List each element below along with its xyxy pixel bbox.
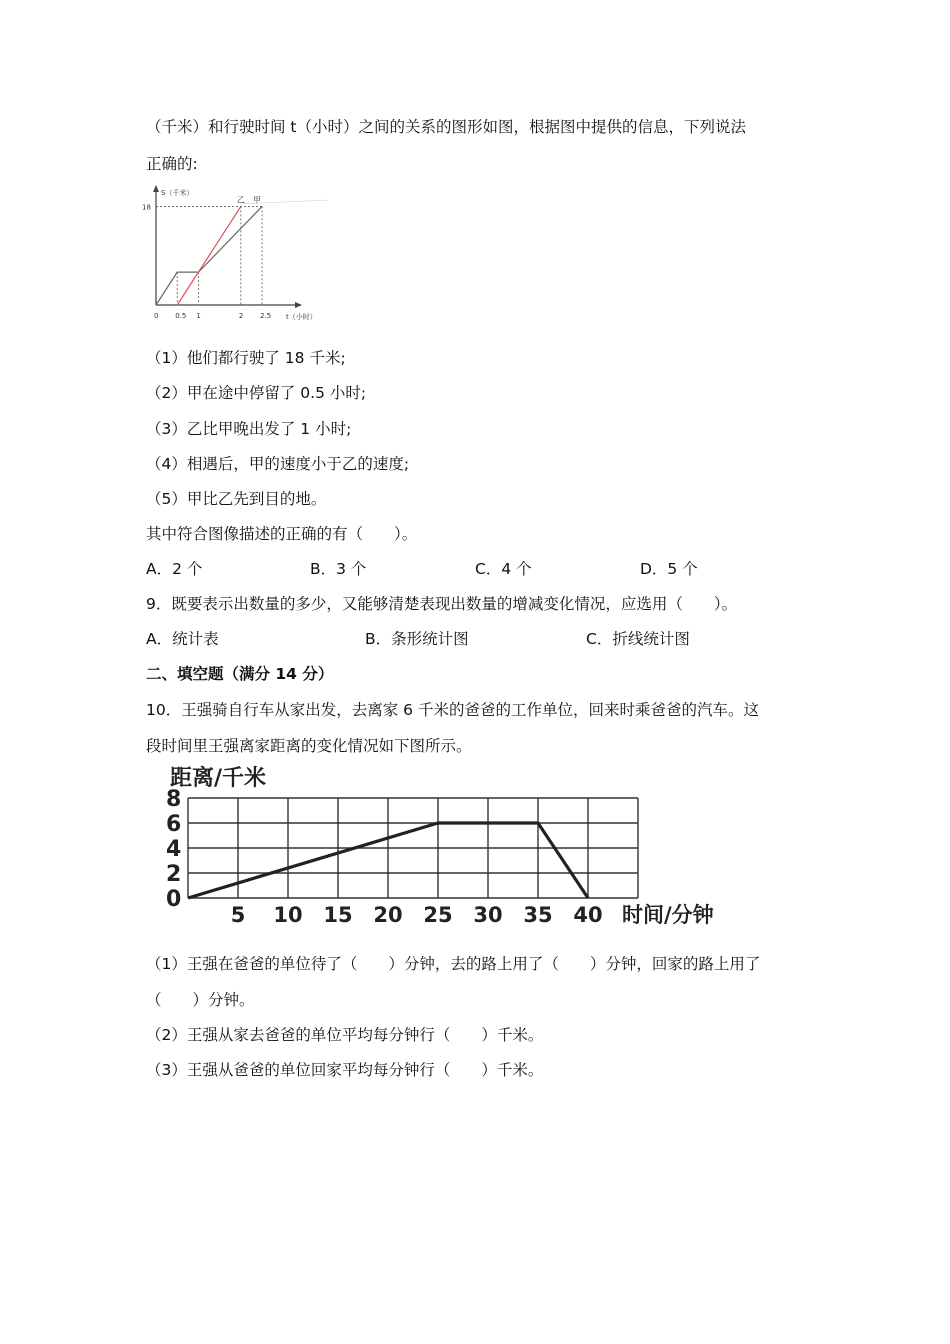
q8-x-label: t（小时） — [286, 313, 317, 321]
q10-x-tick: 5 — [230, 903, 246, 927]
q10-y-tick: 2 — [166, 862, 182, 887]
q8-option-a[interactable]: A．2 个 — [146, 560, 203, 578]
q8-x-tick: 2.5 — [260, 312, 272, 320]
q9-question: 9．既要表示出数量的多少，又能够清楚表现出数量的增减变化情况，应选用（ ）。 — [146, 595, 738, 613]
q8-statement-1: （1）他们都行驶了 18 千米; — [146, 349, 346, 367]
section-2-title: 二、填空题（满分 14 分） — [146, 665, 334, 683]
q8-statement-2: （2）甲在途中停留了 0.5 小时; — [146, 384, 367, 402]
q8-statement-5: （5）甲比乙先到目的地。 — [146, 490, 327, 508]
q8-x-tick: 0 — [154, 312, 159, 320]
q10-line-1: 10．王强骑自行车从家出发，去离家 6 千米的爸爸的工作单位，回来时乘爸爸的汽车。这 — [146, 701, 759, 719]
q8-statement-4: （4）相遇后，甲的速度小于乙的速度; — [146, 455, 410, 473]
q10-x-tick: 15 — [323, 903, 353, 927]
q10-chart — [160, 760, 780, 938]
q10-y-tick: 8 — [166, 787, 182, 812]
q8-option-b[interactable]: B．3 个 — [310, 560, 367, 578]
q10-sub-1-line-2: （ ）分钟。 — [146, 991, 255, 1009]
q9-option-b[interactable]: B．条形统计图 — [365, 630, 469, 648]
q9-option-a[interactable]: A．统计表 — [146, 630, 219, 648]
q8-intro: （千米）和行驶时间 t（小时）之间的关系的图形如图，根据图中提供的信息，下列说法 — [146, 118, 747, 136]
q10-x-tick: 25 — [423, 903, 453, 927]
q10-y-tick: 0 — [166, 887, 182, 912]
q10-sub-1-line-1: （1）王强在爸爸的单位待了（ ）分钟，去的路上用了（ ）分钟，回家的路上用了 — [146, 955, 761, 973]
q10-x-label: 时间/分钟 — [622, 903, 714, 927]
q8-y-label: S（千米） — [161, 189, 194, 197]
q10-y-tick: 4 — [166, 837, 182, 862]
q10-line-2: 段时间里王强离家距离的变化情况如下图所示。 — [146, 737, 472, 755]
q10-sub-3: （3）王强从爸爸的单位回家平均每分钟行（ ）千米。 — [146, 1061, 544, 1079]
q8-x-tick: 0.5 — [175, 312, 187, 320]
q8-legend-yi: 乙 — [236, 195, 245, 205]
q8-question: 其中符合图像描述的正确的有（ ）。 — [146, 525, 418, 543]
q8-x-tick: 1 — [196, 312, 201, 320]
q10-sub-2: （2）王强从家去爸爸的单位平均每分钟行（ ）千米。 — [146, 1026, 544, 1044]
q8-series-yi — [177, 206, 241, 305]
q8-x-tick: 2 — [238, 312, 244, 320]
q8-y-arrow — [153, 185, 159, 192]
q8-statement-3: （3）乙比甲晚出发了 1 小时; — [146, 420, 352, 438]
q8-intro-continued: 正确的: — [146, 155, 198, 173]
q10-x-tick: 40 — [573, 903, 603, 927]
q8-legend-jia: 甲 — [253, 195, 262, 205]
q8-option-c[interactable]: C．4 个 — [475, 560, 532, 578]
q8-chart — [140, 182, 330, 327]
q10-x-tick: 30 — [473, 903, 503, 927]
q10-x-tick: 20 — [373, 903, 403, 927]
q9-option-c[interactable]: C．折线统计图 — [586, 630, 690, 648]
q10-x-tick: 35 — [523, 903, 553, 927]
q10-y-label: 距离/千米 — [170, 766, 267, 791]
q10-y-tick: 6 — [166, 812, 182, 837]
q8-x-arrow — [295, 302, 302, 308]
q8-y-tick: 18 — [142, 203, 151, 212]
q8-option-d[interactable]: D．5 个 — [640, 560, 698, 578]
q10-x-tick: 10 — [273, 903, 303, 927]
